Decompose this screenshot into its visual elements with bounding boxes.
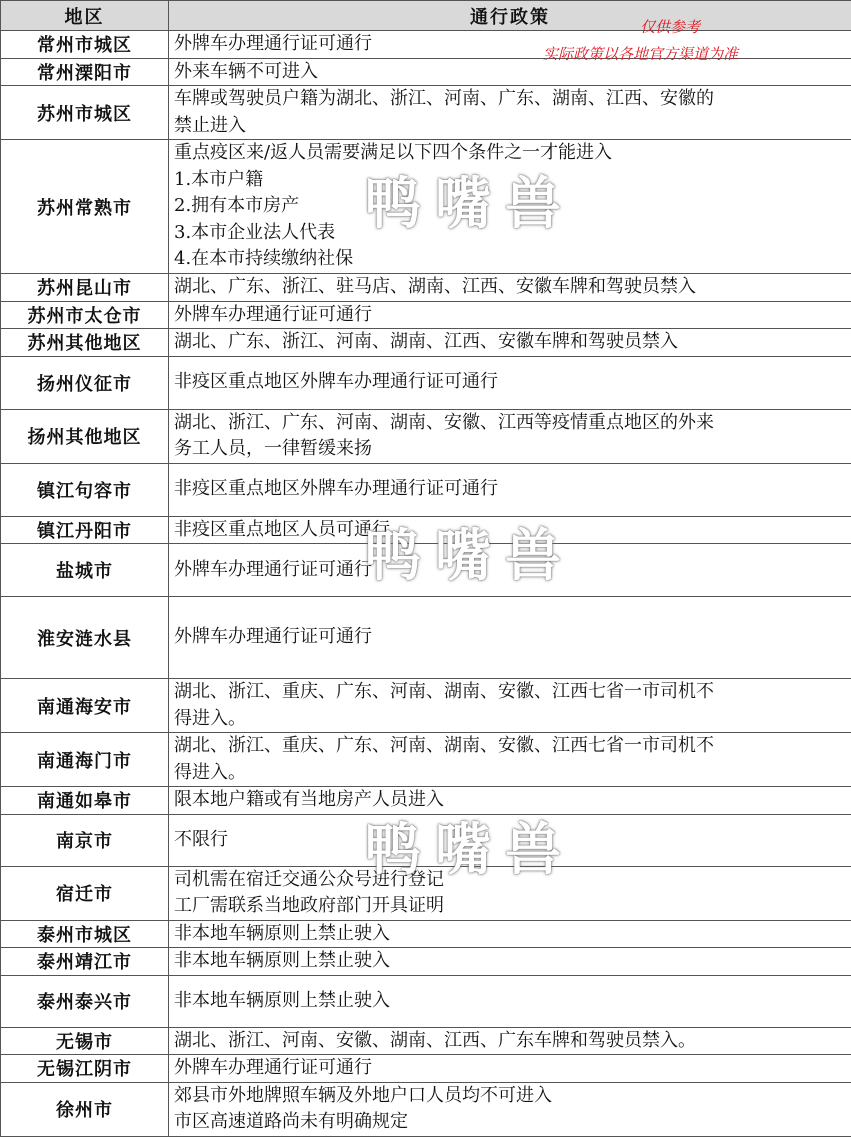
policy-line: 非本地车辆原则上禁止驶入 [174,988,845,1015]
policy-line: 4.在本市持续缴纳社保 [174,246,845,273]
region-cell: 镇江丹阳市 [1,516,169,544]
policy-cell [169,356,851,409]
table-row [1,463,851,516]
table-row [1,733,851,787]
table-row [1,86,851,140]
policy-cell [169,31,851,59]
policy-cell [169,1027,851,1055]
table-row [1,356,851,409]
region-cell: 泰州泰兴市 [1,975,169,1027]
table-row [1,329,851,357]
table-row [1,409,851,463]
policy-line: 2.拥有本市房产 [174,193,845,220]
table-row [1,274,851,302]
policy-cell [169,679,851,733]
policy-cell [169,329,851,357]
region-cell: 泰州市城区 [1,920,169,948]
policy-cell [169,58,851,86]
region-cell: 苏州常熟市 [1,140,169,274]
region-cell: 苏州市太仓市 [1,301,169,329]
policy-line: 非疫区重点地区外牌车办理通行证可通行 [174,369,845,396]
policy-line: 工厂需联系当地政府部门开具证明 [174,893,845,920]
policy-line: 得进入。 [174,706,845,733]
policy-line: 非本地车辆原则上禁止驶入 [174,921,845,948]
region-cell: 无锡江阴市 [1,1055,169,1083]
table-row [1,597,851,679]
policy-line: 外牌车办理通行证可通行 [174,31,845,58]
policy-cell [169,597,851,679]
table-row [1,1082,851,1136]
policy-cell [169,1055,851,1083]
region-cell: 泰州靖江市 [1,948,169,976]
policy-line: 外牌车办理通行证可通行 [174,302,845,329]
table-row [1,679,851,733]
region-cell: 无锡市 [1,1027,169,1055]
policy-line: 湖北、浙江、重庆、广东、河南、湖南、安徽、江西七省一市司机不 [174,679,845,706]
region-cell: 苏州市城区 [1,86,169,140]
header-row [1,1,851,31]
watermark: 鸭嘴兽 [365,160,575,240]
header-policy: 通行政策 [169,1,851,31]
policy-line: 限本地户籍或有当地房产人员进入 [174,787,845,814]
watermark: 鸭嘴兽 [365,512,575,592]
policy-line: 非本地车辆原则上禁止驶入 [174,948,845,975]
policy-cell [169,920,851,948]
table-row [1,920,851,948]
region-cell: 淮安涟水县 [1,597,169,679]
policy-line: 市区高速道路尚未有明确规定 [174,1109,845,1136]
policy-line: 湖北、广东、浙江、河南、湖南、江西、安徽车牌和驾驶员禁入 [174,329,845,356]
policy-line: 不限行 [174,827,845,854]
header-region: 地区 [1,1,169,31]
region-cell: 扬州仪征市 [1,356,169,409]
policy-line: 非疫区重点地区外牌车办理通行证可通行 [174,476,845,503]
policy-line: 外来车辆不可进入 [174,59,845,86]
policy-line: 湖北、广东、浙江、驻马店、湖南、江西、安徽车牌和驾驶员禁入 [174,274,845,301]
policy-line: 得进入。 [174,760,845,787]
policy-cell [169,975,851,1027]
region-cell: 扬州其他地区 [1,409,169,463]
policy-line: 郊县市外地牌照车辆及外地户口人员均不可进入 [174,1083,845,1110]
policy-line: 湖北、浙江、重庆、广东、河南、湖南、安徽、江西七省一市司机不 [174,733,845,760]
policy-line: 非疫区重点地区人员可通行 [174,517,845,544]
region-cell: 宿迁市 [1,866,169,920]
watermark: 鸭嘴兽 [365,806,575,886]
region-cell: 南通海门市 [1,733,169,787]
reference-note: 仅供参考 [640,16,700,37]
official-channel-note: 实际政策以各地官方渠道为准 [543,43,738,64]
policy-line: 外牌车办理通行证可通行 [174,557,845,584]
policy-cell [169,733,851,787]
policy-line: 3.本市企业法人代表 [174,220,845,247]
policy-line: 务工人员，一律暂缓来扬 [174,436,845,463]
table-row [1,975,851,1027]
region-cell: 南京市 [1,814,169,866]
region-cell: 镇江句容市 [1,463,169,516]
policy-cell [169,1082,851,1136]
policy-cell [169,301,851,329]
region-cell: 常州市城区 [1,31,169,59]
policy-cell [169,948,851,976]
policy-line: 禁止进入 [174,113,845,140]
policy-line: 湖北、浙江、河南、安徽、湖南、江西、广东车牌和驾驶员禁入。 [174,1028,845,1055]
policy-line: 1.本市户籍 [174,167,845,194]
region-cell: 南通如皋市 [1,787,169,815]
region-cell: 苏州其他地区 [1,329,169,357]
policy-line: 外牌车办理通行证可通行 [174,624,845,651]
policy-line: 司机需在宿迁交通公众号进行登记 [174,867,845,894]
region-cell: 盐城市 [1,544,169,597]
policy-line: 湖北、浙江、广东、河南、湖南、安徽、江西等疫情重点地区的外来 [174,410,845,437]
table-row [1,1055,851,1083]
policy-cell [169,86,851,140]
table-row [1,948,851,976]
policy-cell [169,409,851,463]
table-row [1,1027,851,1055]
policy-line: 重点疫区来/返人员需要满足以下四个条件之一才能进入 [174,140,845,167]
region-cell: 南通海安市 [1,679,169,733]
policy-line: 外牌车办理通行证可通行 [174,1055,845,1082]
table-row [1,301,851,329]
region-cell: 常州溧阳市 [1,58,169,86]
policy-cell [169,274,851,302]
region-cell: 徐州市 [1,1082,169,1136]
policy-cell [169,463,851,516]
policy-line: 车牌或驾驶员户籍为湖北、浙江、河南、广东、湖南、江西、安徽的 [174,86,845,113]
region-cell: 苏州昆山市 [1,274,169,302]
